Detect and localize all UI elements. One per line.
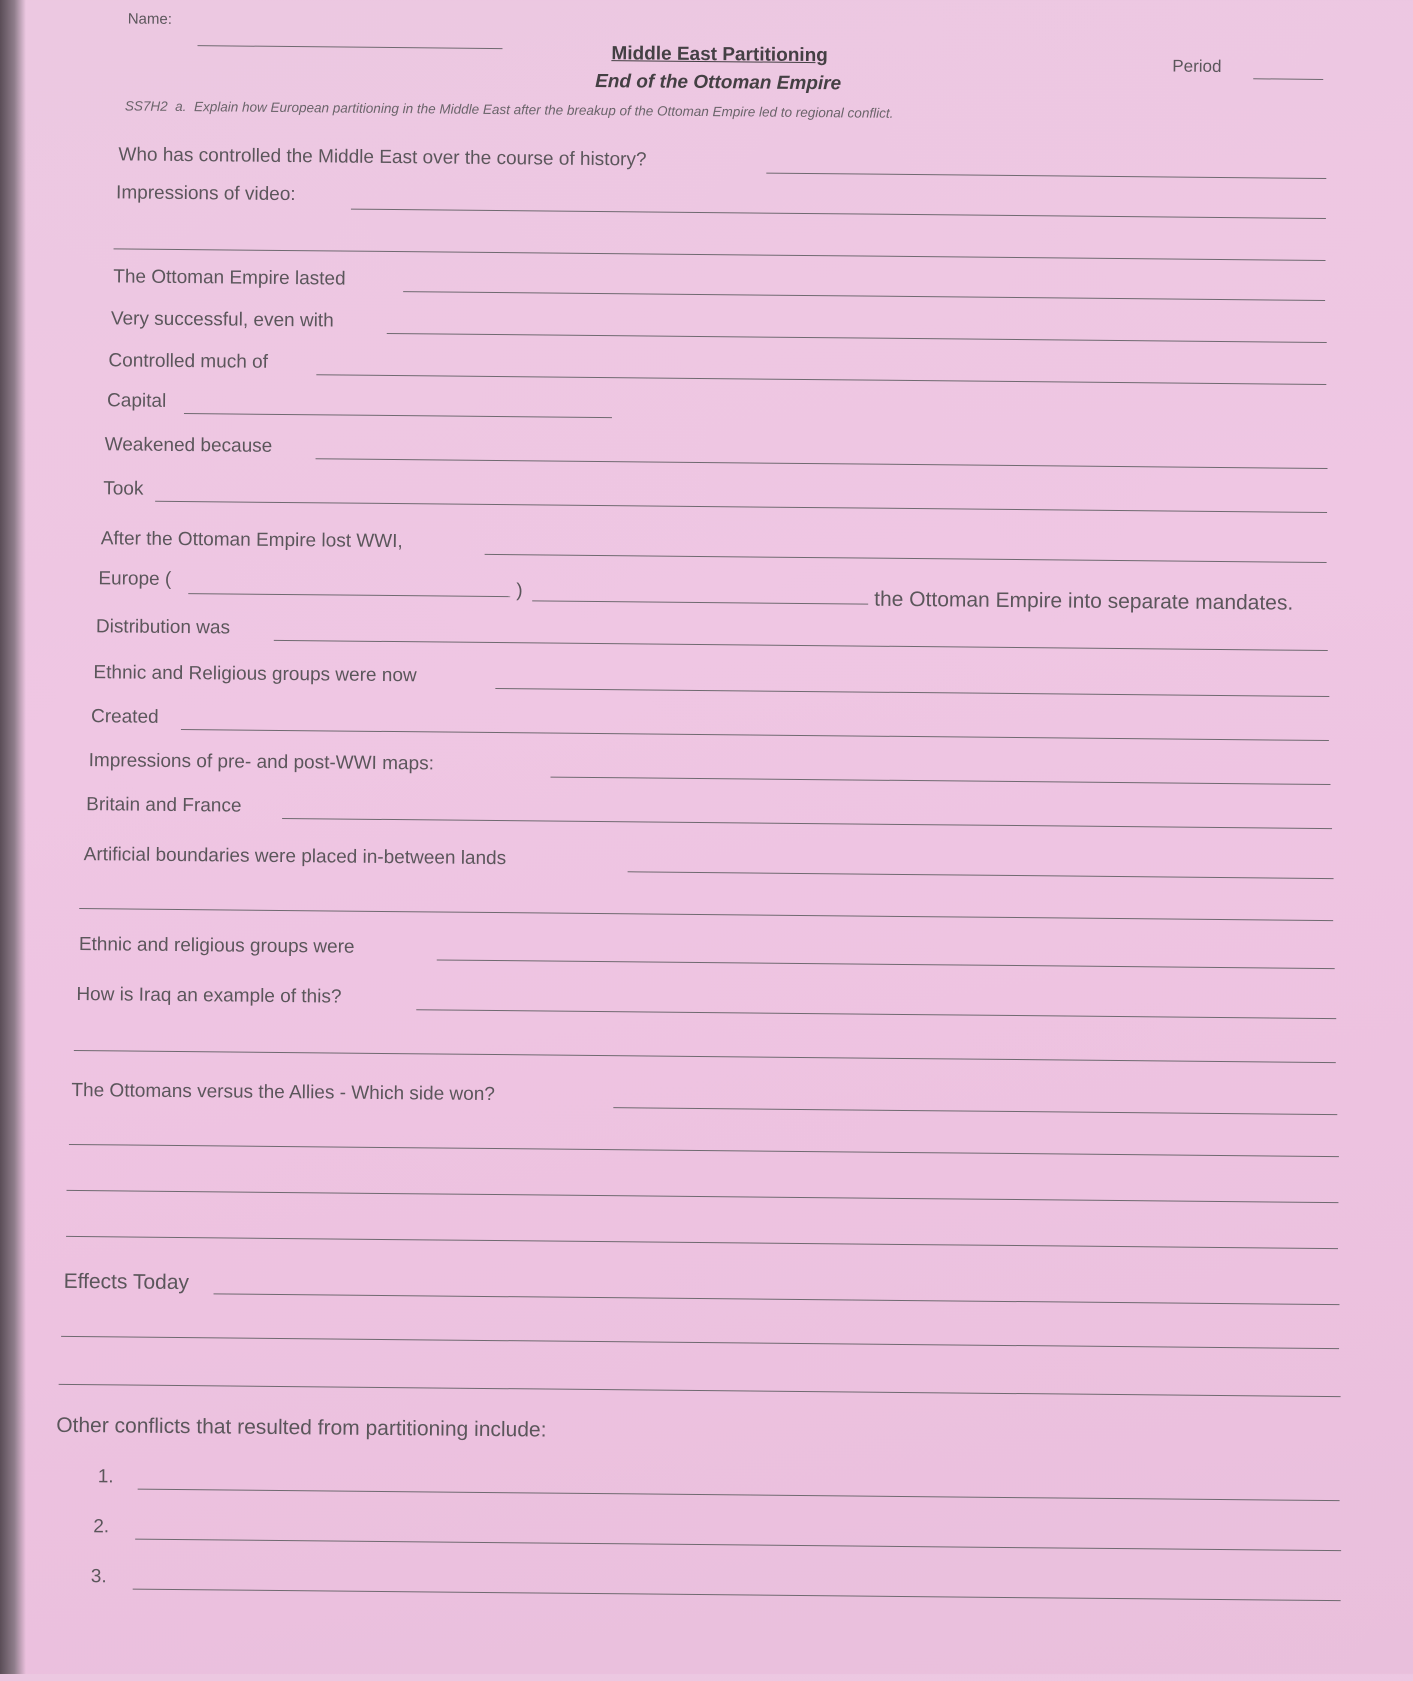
worksheet-title: Middle East Partitioning bbox=[611, 43, 828, 67]
blank-created[interactable] bbox=[181, 729, 1329, 741]
prompt-lasted: The Ottoman Empire lasted bbox=[113, 266, 346, 290]
prompt-impressions-video: Impressions of video: bbox=[115, 182, 296, 206]
prompt-iraq: How is Iraq an example of this? bbox=[76, 984, 342, 1008]
name-blank[interactable] bbox=[198, 45, 503, 49]
blank-very-successful[interactable] bbox=[387, 333, 1327, 343]
blank-artificial-1[interactable] bbox=[628, 871, 1334, 879]
worksheet-subtitle: End of the Ottoman Empire bbox=[595, 70, 842, 95]
blank-weakened[interactable] bbox=[316, 458, 1328, 469]
conflict-number-2: 2. bbox=[93, 1516, 110, 1538]
prompt-europe: Europe ( bbox=[98, 568, 172, 590]
standard-letter: a. bbox=[175, 98, 187, 115]
blank-artificial-2[interactable] bbox=[79, 908, 1333, 921]
blank-which-side-3[interactable] bbox=[67, 1190, 1339, 1203]
blank-conflict-3[interactable] bbox=[133, 1589, 1341, 1602]
prompt-very-successful: Very successful, even with bbox=[110, 308, 334, 332]
blank-britain-france[interactable] bbox=[282, 818, 1332, 829]
conflict-number-1: 1. bbox=[97, 1466, 114, 1488]
blank-europe-action[interactable] bbox=[532, 600, 868, 604]
blank-iraq-2[interactable] bbox=[74, 1050, 1336, 1063]
blank-ethnic-now[interactable] bbox=[495, 688, 1329, 697]
blank-conflict-2[interactable] bbox=[135, 1539, 1341, 1552]
prompt-created: Created bbox=[90, 706, 159, 728]
prompt-which-side: The Ottomans versus the Allies - Which side won? bbox=[71, 1079, 496, 1106]
blank-iraq-1[interactable] bbox=[416, 1009, 1336, 1019]
prompt-after-wwi: After the Ottoman Empire lost WWI, bbox=[100, 528, 403, 553]
conflict-number-3: 3. bbox=[90, 1566, 107, 1588]
blank-effects-3[interactable] bbox=[59, 1384, 1341, 1397]
prompt-impressions-maps: Impressions of pre- and post-WWI maps: bbox=[88, 750, 435, 775]
standard-line bbox=[125, 98, 894, 120]
blank-ethnic-were[interactable] bbox=[437, 959, 1335, 969]
prompt-effects: Effects Today bbox=[63, 1269, 190, 1295]
prompt-europe-tail: the Ottoman Empire into separate mandates. bbox=[874, 587, 1294, 615]
prompt-controlled-much: Controlled much of bbox=[108, 350, 269, 373]
blank-effects-2[interactable] bbox=[61, 1336, 1339, 1349]
prompt-ethnic-were: Ethnic and religious groups were bbox=[78, 934, 355, 958]
blank-conflict-1[interactable] bbox=[138, 1489, 1340, 1502]
blank-controlled-much[interactable] bbox=[316, 374, 1326, 385]
standard-code: SS7H2 bbox=[124, 98, 168, 114]
prompt-britain-france: Britain and France bbox=[86, 794, 242, 817]
name-label: Name: bbox=[127, 10, 173, 28]
prompt-other-conflicts: Other conflicts that resulted from partitioning include: bbox=[56, 1413, 547, 1442]
blank-impressions-maps[interactable] bbox=[550, 777, 1330, 785]
prompt-distribution: Distribution was bbox=[95, 616, 231, 639]
blank-impressions-video-1[interactable] bbox=[351, 209, 1326, 219]
blank-europe-who[interactable] bbox=[188, 593, 510, 597]
blank-which-side-1[interactable] bbox=[613, 1107, 1337, 1115]
prompt-capital: Capital bbox=[106, 390, 167, 412]
prompt-who-controlled: Who has controlled the Middle East over the course of history? bbox=[118, 144, 647, 171]
blank-distribution[interactable] bbox=[274, 640, 1328, 651]
prompt-took: Took bbox=[103, 478, 144, 500]
blank-which-side-4[interactable] bbox=[66, 1236, 1338, 1249]
blank-effects-1[interactable] bbox=[214, 1293, 1340, 1305]
blank-took[interactable] bbox=[155, 501, 1327, 513]
europe-paren-close: ) bbox=[516, 580, 523, 602]
blank-impressions-video-2[interactable] bbox=[114, 248, 1326, 261]
prompt-artificial: Artificial boundaries were placed in-between lands bbox=[83, 844, 507, 870]
blank-which-side-2[interactable] bbox=[69, 1144, 1339, 1157]
prompt-ethnic-now: Ethnic and Religious groups were now bbox=[93, 662, 417, 687]
standard-text: Explain how European partitioning in the Middle East after the breakup of the Ottoman Empire led to regional conflict. bbox=[193, 99, 894, 121]
blank-capital[interactable] bbox=[184, 413, 612, 418]
blank-who-controlled[interactable] bbox=[766, 173, 1326, 179]
prompt-weakened: Weakened because bbox=[104, 434, 273, 457]
blank-lasted[interactable] bbox=[403, 291, 1325, 301]
blank-after-wwi[interactable] bbox=[485, 554, 1327, 563]
period-blank[interactable] bbox=[1253, 78, 1323, 80]
period-label: Period bbox=[1172, 56, 1222, 76]
